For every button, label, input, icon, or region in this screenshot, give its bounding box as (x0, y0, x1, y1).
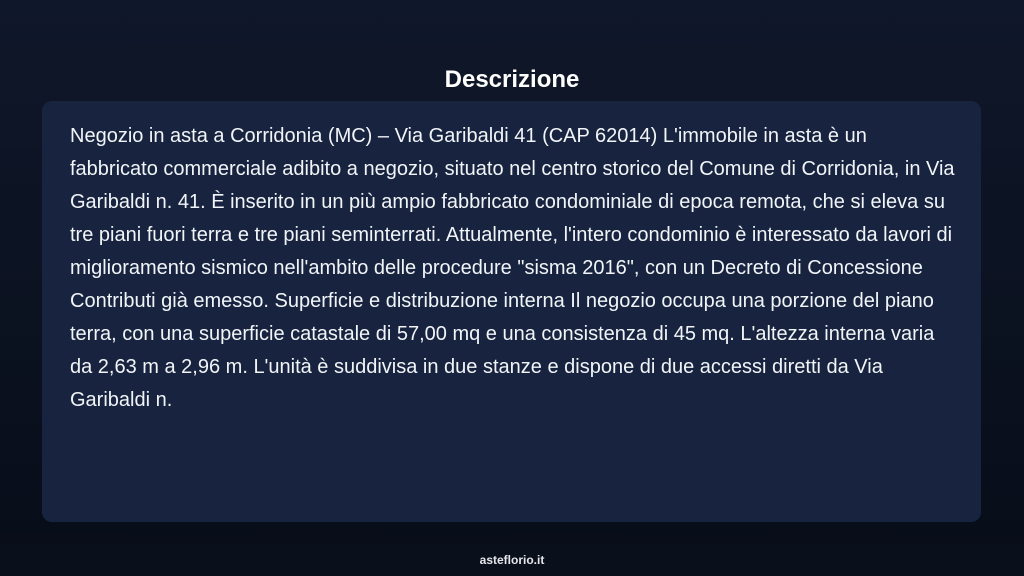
footer-brand: asteflorio.it (479, 553, 545, 567)
description-card (42, 101, 981, 522)
description-text: Negozio in asta a Corridonia (MC) – Via Garibaldi 41 (CAP 62014) L'immobile in asta è un fabbricato commerciale adibito a negozio, situato nel centro storico del Comune di Corridonia, in Via Garibaldi n. 41. È inserito in un più ampio fabbricato condominiale di epoca remota, che si eleva su tre piani fuori terra e tre piani seminterrati. Attualmente, l'intero condominio è interessato da lavori di miglioramento sismico nell'ambito delle procedure "sisma 2016", con un Decreto di Concessione Contributi già emesso. Superficie e distribuzione interna Il negozio occupa una porzione del piano terra, con una superficie catastale di 57,00 mq e una consistenza di 45 mq. L'altezza interna varia da 2,63 m a 2,96 m. L'unità è suddivisa in due stanze e dispone di due accessi diretti da Via Garibaldi n. (70, 125, 955, 411)
footer-bar (0, 544, 1024, 576)
page-title: Descrizione (444, 66, 580, 94)
